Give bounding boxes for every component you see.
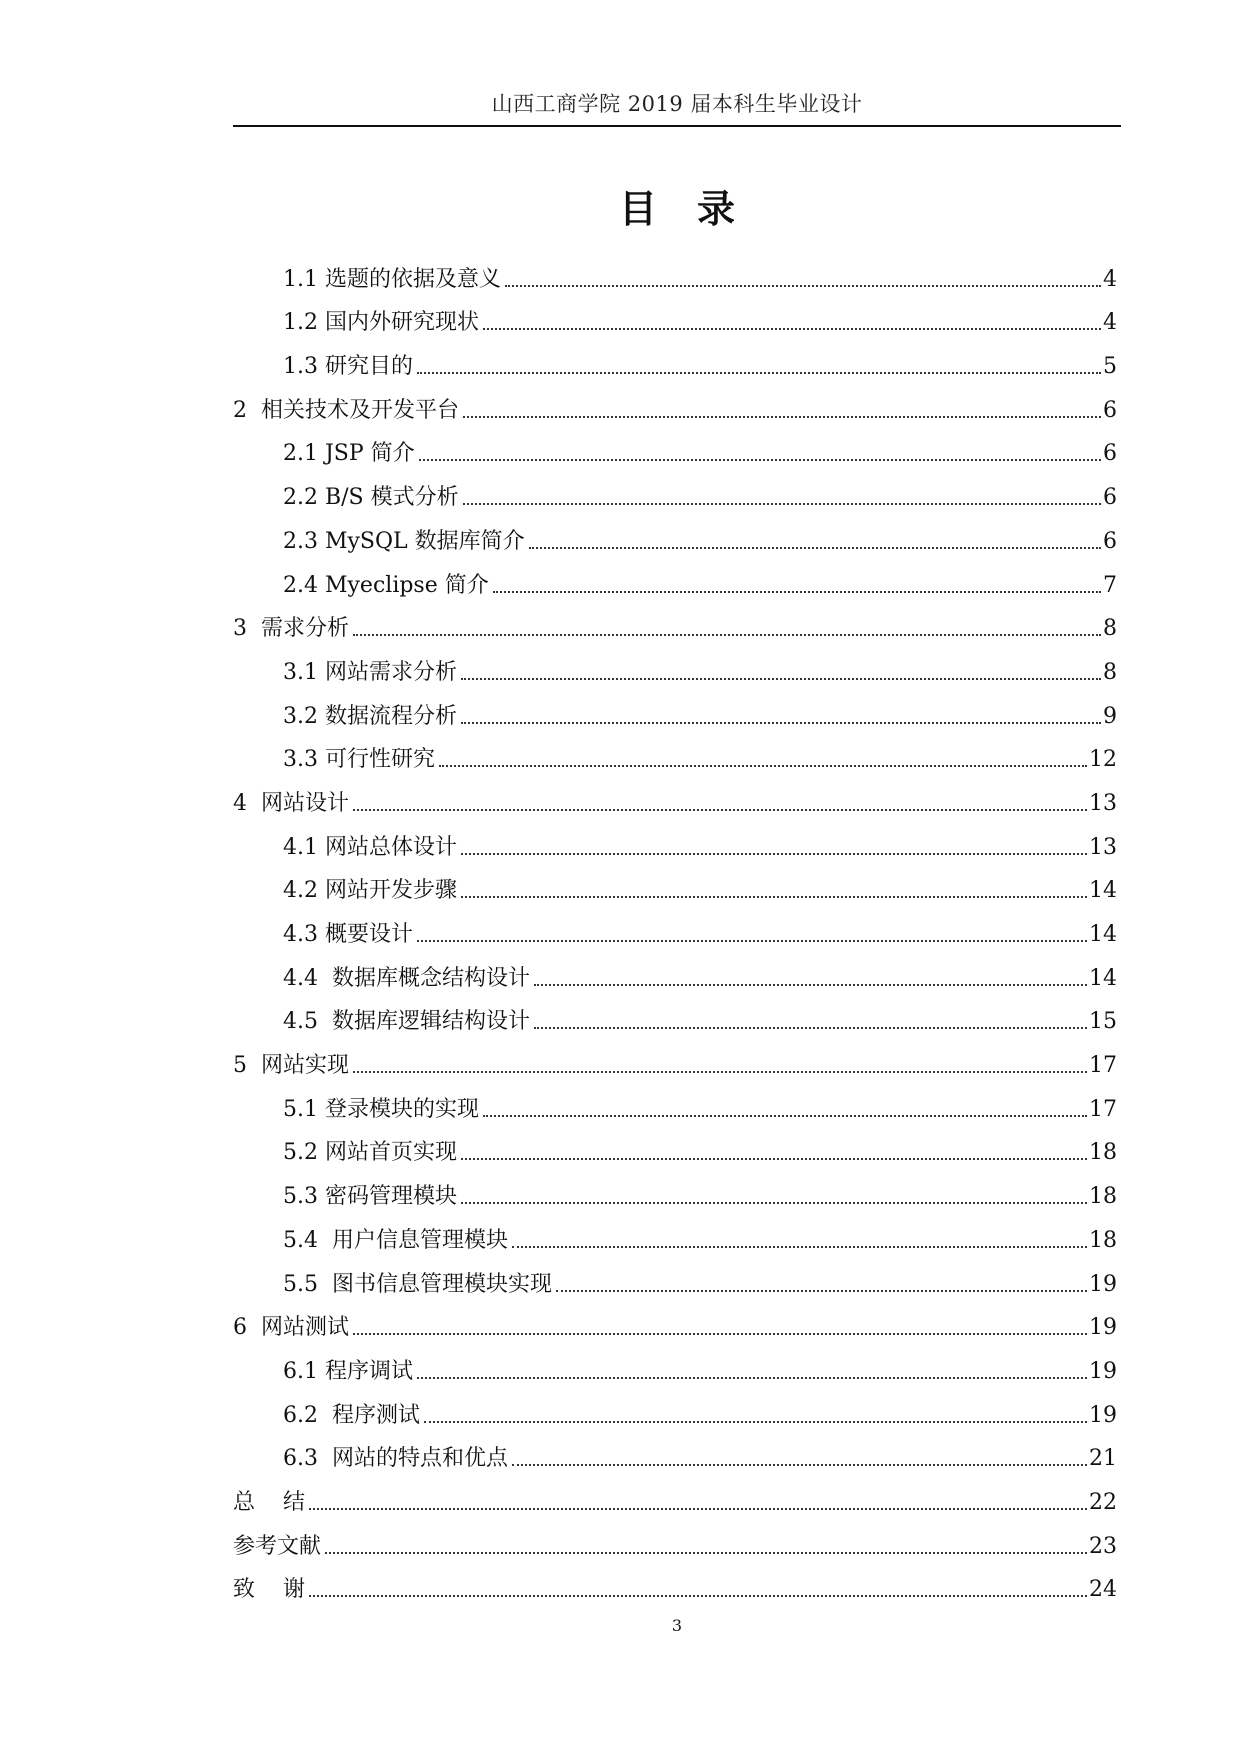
toc-dot-leader [353,1333,1087,1335]
toc-title: 目录 [618,186,775,231]
toc-entry[interactable] [233,1298,1117,1342]
toc-entry-label: 致 谢 [233,1577,305,1603]
toc-dot-leader [417,1377,1087,1379]
toc-entry[interactable] [233,1123,1117,1167]
toc-entry[interactable] [233,1210,1117,1254]
toc-entry[interactable] [233,1254,1117,1298]
toc-dot-leader [353,634,1101,636]
toc-dot-leader [353,809,1087,811]
toc-entry-label: 5.1 登录模块的实现 [283,1096,479,1122]
toc-dot-leader [493,591,1101,593]
toc-dot-leader [461,722,1101,724]
toc-entry-label: 6.3 网站的特点和优点 [283,1446,508,1472]
toc-entry[interactable] [233,599,1117,643]
toc-entry[interactable] [233,817,1117,861]
toc-entry-page: 8 [1103,659,1117,685]
toc-dot-leader [309,1508,1087,1510]
toc-entry-page: 17 [1089,1096,1117,1122]
toc-dot-leader [512,1246,1087,1248]
header-divider [233,125,1121,127]
toc-entry-label: 2 相关技术及开发平台 [233,397,459,423]
toc-dot-leader [461,853,1087,855]
toc-dot-leader [556,1290,1087,1292]
toc-dot-leader [534,984,1087,986]
toc-dot-leader [417,940,1087,942]
page-number: 3 [671,1616,683,1635]
toc-entry-page: 21 [1089,1446,1117,1472]
toc-dot-leader [483,1115,1087,1117]
toc-entry-page: 9 [1103,703,1117,729]
toc-entry[interactable] [233,992,1117,1036]
toc-entry-label: 5.3 密码管理模块 [283,1184,457,1210]
toc-entry-label: 1.1 选题的依据及意义 [283,266,501,292]
toc-dot-leader [461,896,1087,898]
toc-entry[interactable] [233,249,1117,293]
toc-entry-label: 3 需求分析 [233,616,349,642]
toc-dot-leader [325,1552,1087,1554]
toc-entry[interactable] [233,1516,1117,1560]
toc-entry[interactable] [233,1035,1117,1079]
toc-dot-leader [463,503,1101,505]
toc-entry-page: 14 [1089,878,1117,904]
toc-entry-label: 2.1 JSP 简介 [283,441,415,467]
toc-entry-label: 4.1 网站总体设计 [283,834,457,860]
toc-dot-leader [439,765,1087,767]
toc-entry[interactable] [233,686,1117,730]
toc-entry-page: 8 [1103,616,1117,642]
toc-entry[interactable] [233,1166,1117,1210]
toc-entry[interactable] [233,293,1117,337]
toc-entry-label: 4.5 数据库逻辑结构设计 [283,1009,530,1035]
toc-entry-label: 2.4 Myeclipse 简介 [283,572,489,598]
toc-entry[interactable] [233,1341,1117,1385]
toc-entry-label: 参考文献 [233,1533,322,1559]
toc-entry-page: 19 [1089,1402,1117,1428]
toc-dot-leader [461,1158,1087,1160]
toc-dot-leader [461,678,1101,680]
toc-entry-label: 4.2 网站开发步骤 [283,878,457,904]
toc-entry-label: 5.5 图书信息管理模块实现 [283,1271,552,1297]
toc-entry-label: 2.3 MySQL 数据库简介 [283,528,525,554]
toc-entry-label: 4 网站设计 [233,790,349,816]
toc-entry[interactable] [233,467,1117,511]
toc-entry-label: 1.3 研究目的 [283,354,413,380]
toc-entry-label: 4.3 概要设计 [283,922,413,947]
toc-entry-page: 6 [1103,397,1117,423]
toc-entry-label: 5.2 网站首页实现 [283,1140,457,1166]
toc-entry-label: 6 网站测试 [233,1315,349,1341]
toc-entry-label: 4.4 数据库概念结构设计 [283,965,530,991]
toc-entry-page: 4 [1103,266,1117,292]
toc-entry-page: 6 [1103,485,1117,511]
toc-dot-leader [417,372,1101,374]
toc-entry-page: 4 [1103,310,1117,336]
toc-entry[interactable] [233,948,1117,992]
toc-dot-leader [419,459,1101,461]
table-of-contents [233,249,1117,1603]
toc-entry-label: 5 网站实现 [233,1053,349,1079]
toc-dot-leader [424,1421,1087,1423]
toc-dot-leader [505,285,1101,287]
toc-entry-page: 23 [1089,1533,1117,1559]
toc-entry[interactable] [233,511,1117,555]
toc-entry-page: 7 [1103,572,1117,598]
toc-entry-page: 19 [1089,1315,1117,1341]
toc-entry-page: 17 [1089,1053,1117,1079]
toc-entry-page: 6 [1103,528,1117,554]
toc-entry-page: 14 [1089,922,1117,947]
toc-entry-page: 15 [1089,1009,1117,1035]
toc-entry[interactable] [233,730,1117,774]
toc-entry[interactable] [233,1472,1117,1516]
toc-entry-label: 6.1 程序调试 [283,1358,413,1384]
toc-entry[interactable] [233,424,1117,468]
toc-entry-page: 18 [1089,1140,1117,1166]
toc-dot-leader [534,1027,1087,1029]
toc-entry-label: 1.2 国内外研究现状 [283,310,479,336]
toc-entry-page: 22 [1089,1489,1117,1515]
toc-entry-label: 3.3 可行性研究 [283,747,435,773]
page-header-title: 山西工商学院 2019 届本科生毕业设计 [491,92,863,116]
toc-entry-page: 24 [1089,1577,1117,1603]
toc-entry-page: 12 [1089,747,1117,773]
toc-dot-leader [461,1202,1087,1204]
toc-entry-page: 19 [1089,1358,1117,1384]
toc-entry-page: 18 [1089,1184,1117,1210]
toc-entry-page: 14 [1089,965,1117,991]
toc-entry-page: 5 [1103,354,1117,380]
toc-entry[interactable] [233,904,1117,948]
toc-entry-label: 6.2 程序测试 [283,1402,420,1428]
toc-entry[interactable] [233,380,1117,424]
toc-entry-label: 3.1 网站需求分析 [283,659,457,685]
toc-entry[interactable] [233,555,1117,599]
toc-entry[interactable] [233,336,1117,380]
toc-entry-label: 5.4 用户信息管理模块 [283,1227,508,1253]
toc-entry-label: 2.2 B/S 模式分析 [283,485,459,511]
toc-entry[interactable] [233,1429,1117,1473]
toc-entry-page: 19 [1089,1271,1117,1297]
toc-dot-leader [512,1464,1087,1466]
toc-entry-label: 总 结 [233,1489,305,1515]
toc-dot-leader [353,1071,1087,1073]
toc-entry-page: 13 [1089,834,1117,860]
toc-entry[interactable] [233,642,1117,686]
toc-dot-leader [483,328,1101,330]
toc-entry-label: 3.2 数据流程分析 [283,703,457,729]
toc-entry[interactable] [233,773,1117,817]
toc-dot-leader [529,547,1101,549]
toc-entry[interactable] [233,1560,1117,1604]
toc-entry-page: 18 [1089,1227,1117,1253]
toc-dot-leader [463,416,1101,418]
toc-entry[interactable] [233,861,1117,905]
toc-dot-leader [309,1595,1087,1597]
toc-entry-page: 6 [1103,441,1117,467]
toc-entry-page: 13 [1089,790,1117,816]
toc-entry[interactable] [233,1079,1117,1123]
toc-entry[interactable] [233,1385,1117,1429]
